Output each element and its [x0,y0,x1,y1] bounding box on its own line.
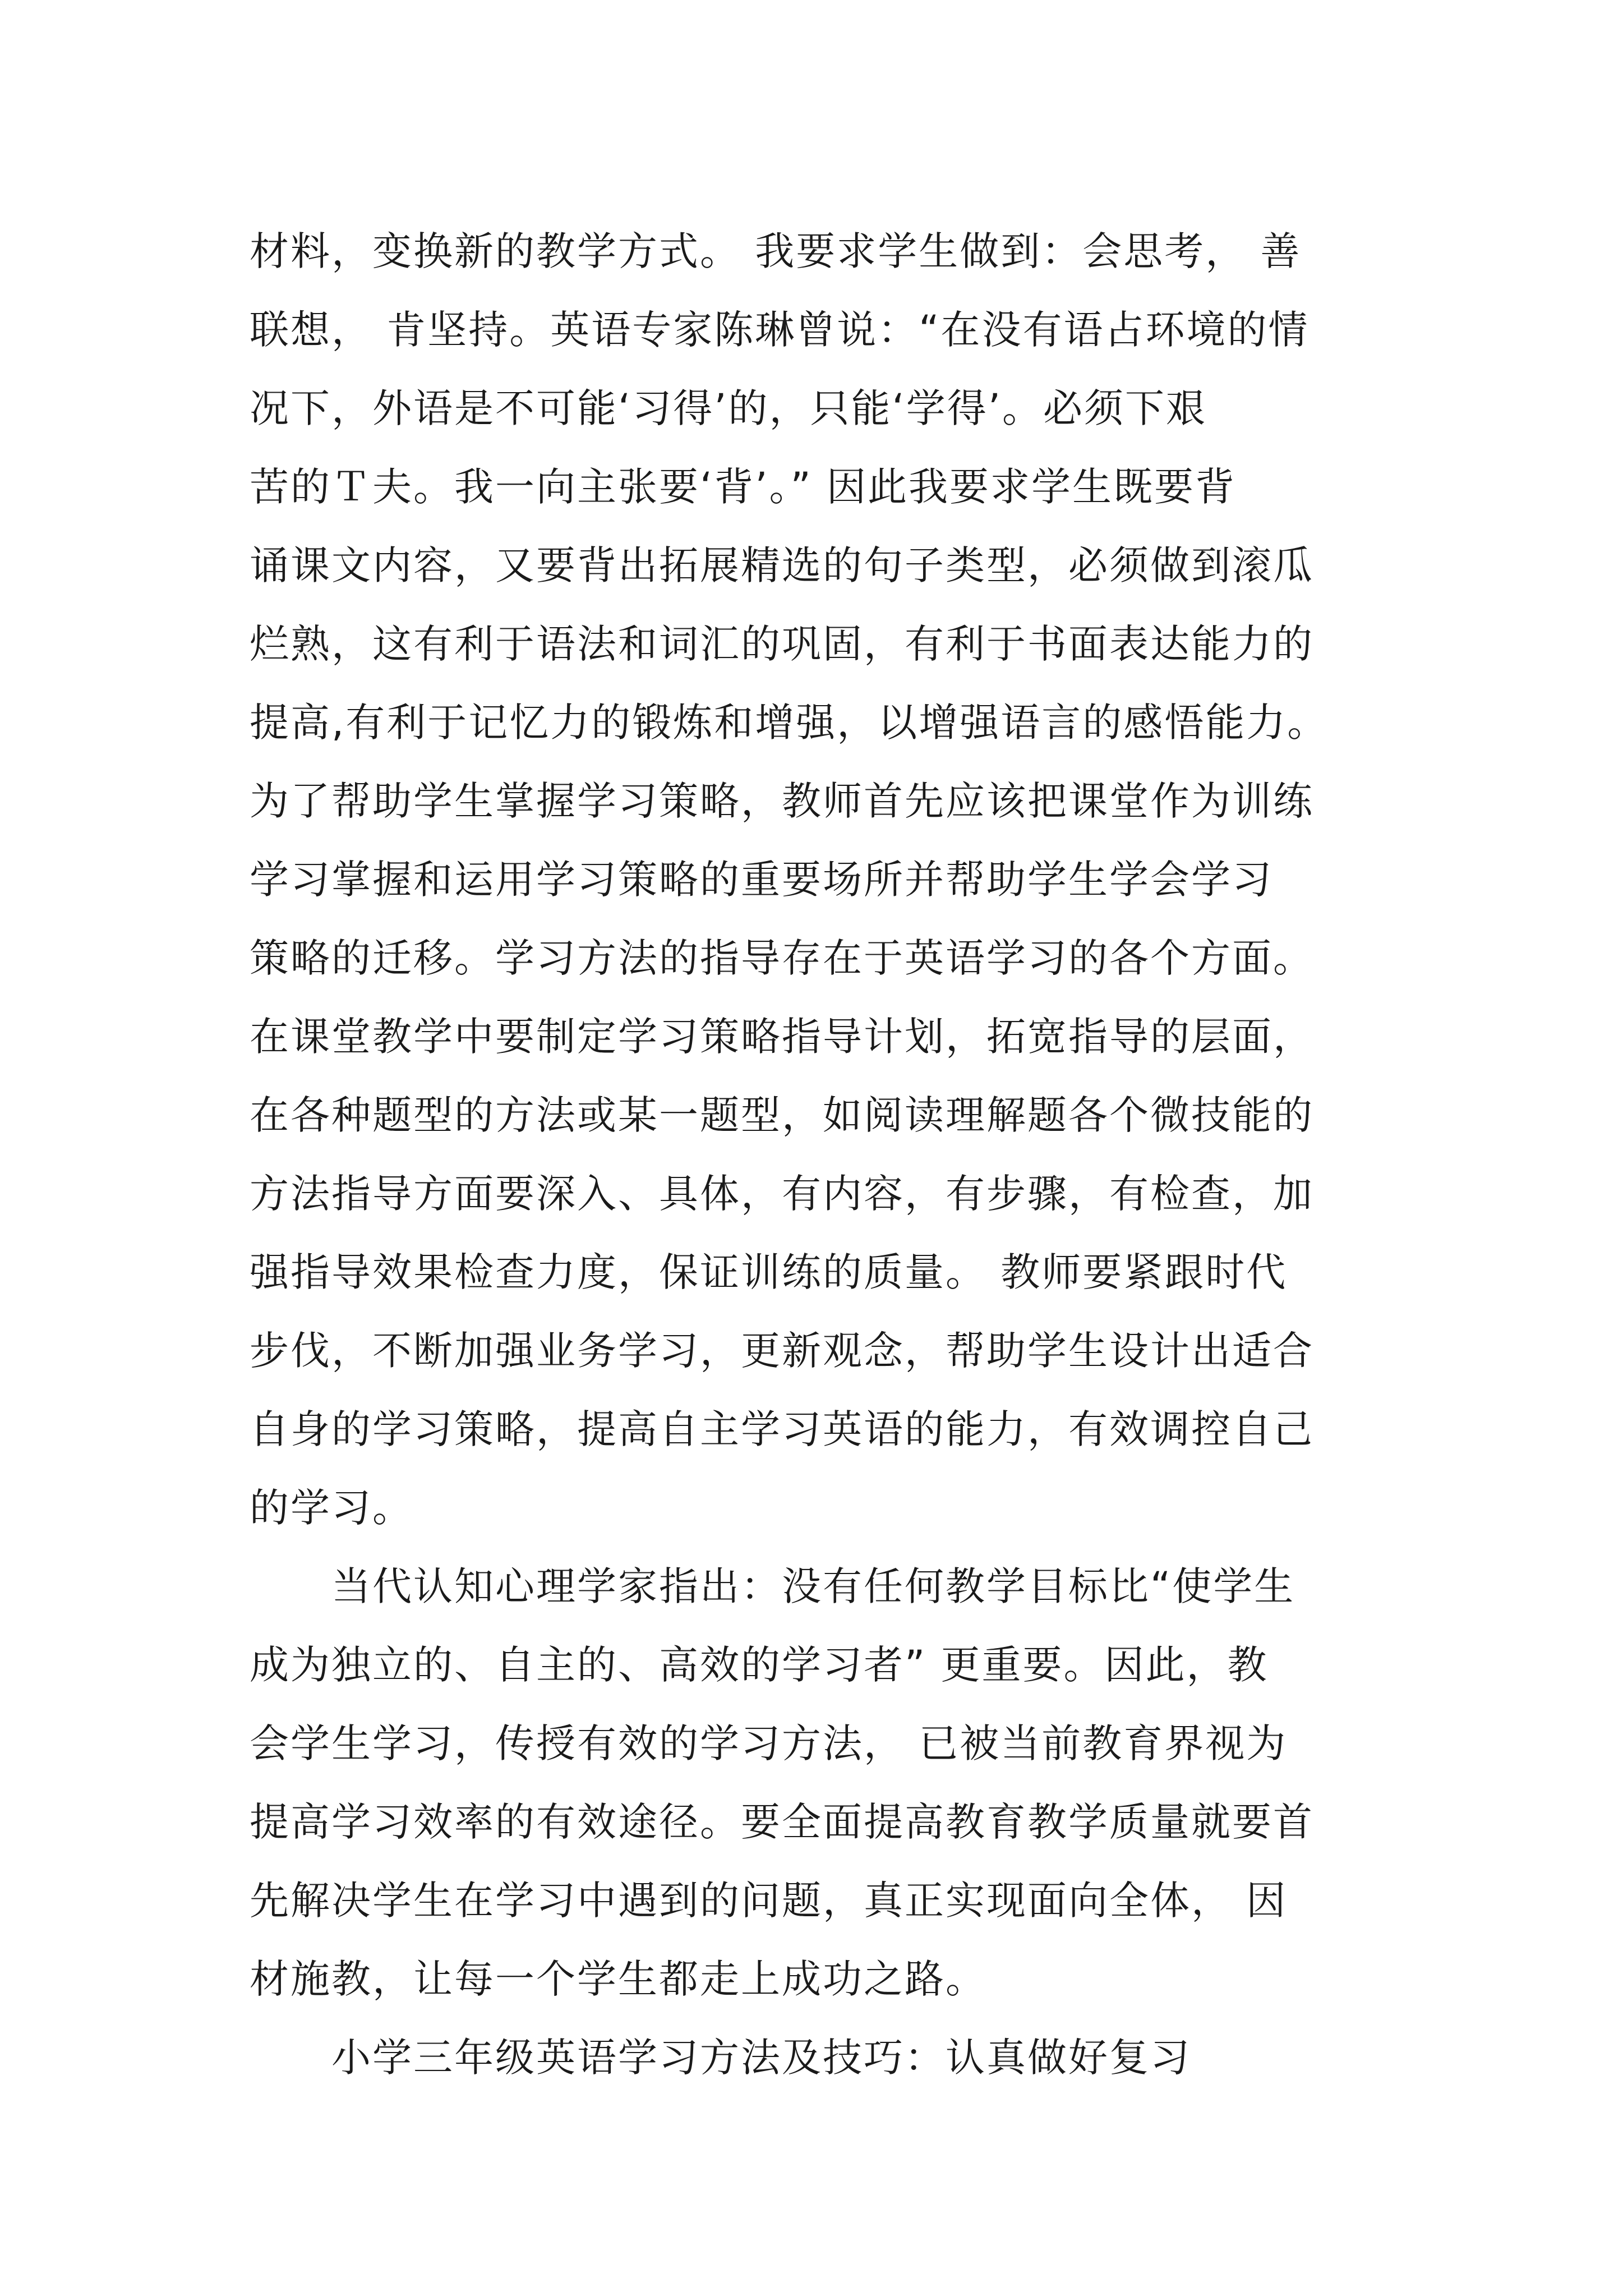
text-line: 烂熟，这有利于语法和词汇的巩固，有利于书面表达能力的 [250,621,1314,667]
text-line: 提高,有利于记忆力的锻炼和增强，以增强语言的感悟能力。 [250,700,1329,746]
text-line: 在课堂教学中要制定学习策略指导计划，拓宽指导的层面， [250,1014,1314,1060]
text-line: 诵课文内容，又要背出拓展精选的句子类型，必须做到滚瓜 [250,542,1314,588]
document-body [250,212,1427,2097]
paragraph-1 [250,212,1427,1547]
text-line: 的学习。 [250,1485,413,1531]
text-line: 当代认知心理学家指出：没有任何教学目标比“使学生 [250,1563,1295,1609]
text-line: 材料，变换新的教学方式。 我要求学生做到：会思考， 善 [250,228,1302,274]
text-line: 小学三年级英语学习方法及技巧：认真做好复习 [250,2035,1191,2081]
text-line: 强指导效果检查力度，保证训练的质量。 教师要紧跟时代 [250,1249,1288,1295]
text-line: 方法指导方面要深入、具体，有内容，有步骤，有检查，加 [250,1171,1314,1217]
text-line: 提高学习效率的有效途径。要全面提高教育教学质量就要首 [250,1799,1314,1845]
text-line: 况下，外语是不可能‘习得’的，只能‘学得’。必须下艰 [250,385,1207,431]
text-line: 先解决学生在学习中遇到的问题，真正实现面向全体， 因 [250,1878,1288,1924]
paragraph-3 [250,2018,1427,2097]
paragraph-2 [250,1547,1427,2018]
text-line: 为了帮助学生掌握学习策略，教师首先应该把课堂作为训练 [250,778,1314,824]
text-line: 策略的迁移。学习方法的指导存在于英语学习的各个方面。 [250,935,1314,981]
text-line: 苦的Ｔ夫。我一向主张要‘背’。” 因此我要求学生既要背 [250,464,1237,510]
text-line: 成为独立的、自主的、高效的学习者” 更重要。因此，教 [250,1642,1269,1688]
text-line: 在各种题型的方法或某一题型，如阅读理解题各个微技能的 [250,1092,1314,1138]
text-line: 自身的学习策略，提高自主学习英语的能力，有效调控自己 [250,1406,1314,1452]
text-line: 联想， 肯坚持。英语专家陈琳曾说：“在没有语占环境的情 [250,307,1310,353]
text-line: 学习掌握和运用学习策略的重要场所并帮助学生学会学习 [250,857,1273,903]
text-line: 会学生学习，传授有效的学习方法， 已被当前教育界视为 [250,1720,1288,1766]
text-line: 材施教，让每一个学生都走上成功之路。 [250,1956,986,2002]
text-line: 步伐，不断加强业务学习，更新观念，帮助学生设计出适合 [250,1328,1314,1374]
